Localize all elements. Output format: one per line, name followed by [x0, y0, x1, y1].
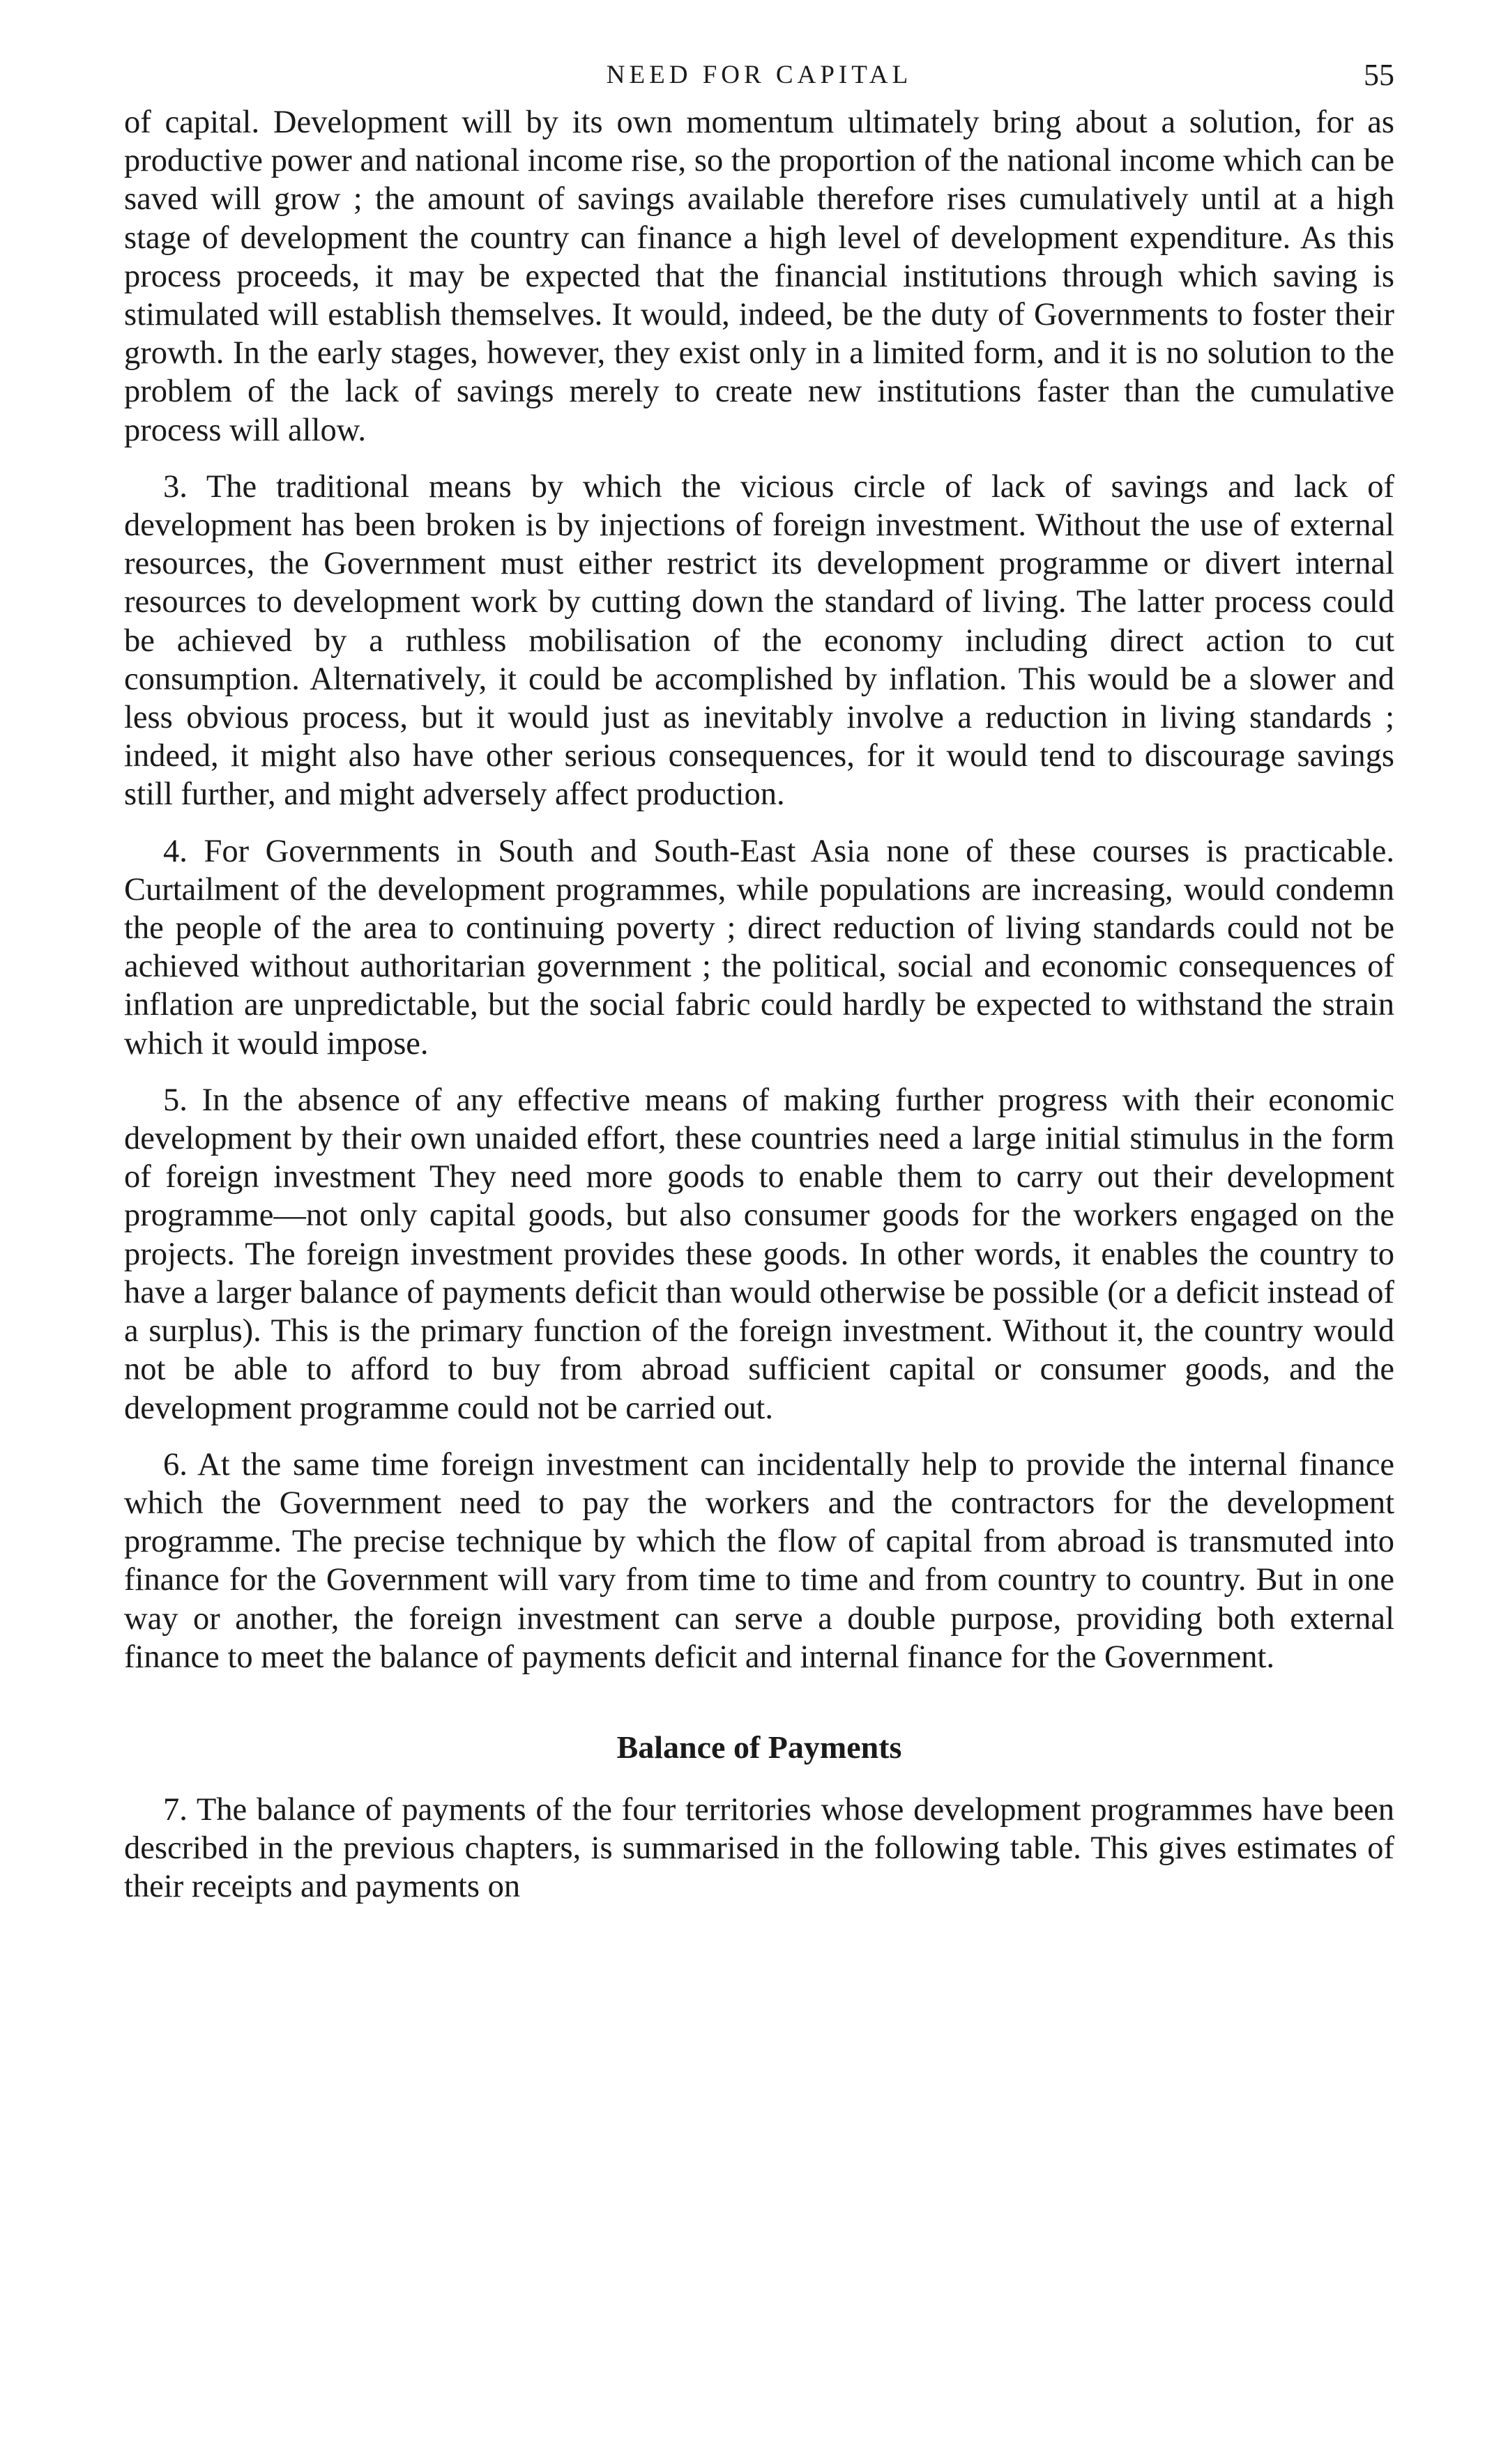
running-head [124, 54, 1394, 103]
document-page [124, 54, 1394, 1906]
paragraph-6: 6. At the same time foreign investment can incidentally help to provide the internal finance which the Government need to pay the workers and the contractors for the development programme. The precise technique by which the flow of capital from abroad is transmuted into finance for the Government will vary from time to time and from country to country. But in one way or another, the foreign investment can serve a double purpose, providing both external finance to meet the balance of payments deficit and internal finance for the Government. [124, 1446, 1394, 1675]
paragraph-5: 5. In the absence of any effective means of making further progress with their economic development by their own unaided effort, these countries need a large initial stimulus in the form of foreign investment They need more goods to enable them to carry out their development programme—not only capital goods, but also consumer goods for the workers engaged on the projects. The foreign investment provides these goods. In other words, it enables the country to have a larger balance of payments deficit than would otherwise be possible (or a deficit instead of a surplus). This is the primary function of the foreign investment. Without it, the country would not be able to afford to buy from abroad sufficient capital or consumer goods, and the development programme could not be carried out. [124, 1082, 1394, 1426]
paragraph-4: 4. For Governments in South and South-East Asia none of these courses is practicable. Curtailment of the development programmes, while populations are increasing, would condemn the people of the area to continuing poverty ; direct reduction of living standards could not be achieved without authoritarian government ; the political, social and economic consequences of inflation are unpredictable, but the social fabric could hardly be expected to withstand the strain which it would impose. [124, 833, 1394, 1062]
paragraph-continuation: of capital. Development will by its own momentum ultimately bring about a solution, for as productive power and national income rise, so the proportion of the national income which can be saved will grow ; the amount of savings available therefore rises cumulatively until at a high stage of development the country can finance a high level of development expenditure. As this process proceeds, it may be expected that the financial institutions through which saving is stimulated will establish themselves. It would, indeed, be the duty of Governments to foster their growth. In the early stages, however, they exist only in a limited form, and it is no solution to the problem of the lack of savings merely to create new institutions faster than the cumulative process will allow. [124, 105, 1394, 448]
page-number: 55 [1364, 58, 1394, 92]
paragraph-7: 7. The balance of payments of the four territories whose development programmes have been described in the previous chapters, is summarised in the following table. This gives estimates of their receipts and payments on [124, 1791, 1394, 1905]
paragraph-3: 3. The traditional means by which the vicious circle of lack of savings and lack of development has been broken is by injections of foreign investment. Without the use of external resources, the Government must either restrict its development programme or divert internal resources to development work by cutting down the standard of living. The latter process could be achieved by a ruthless mobilisation of the economy including direct action to cut consumption. Alternatively, it could be accomplished by inflation. This would be a slower and less obvious process, but it would just as inevitably involve a reduction in living standards ; indeed, it might also have other serious consequences, for it would tend to discourage savings still further, and might adversely affect production. [124, 468, 1394, 813]
running-title: NEED FOR CAPITAL [606, 61, 913, 89]
section-heading: Balance of Payments [616, 1729, 902, 1765]
